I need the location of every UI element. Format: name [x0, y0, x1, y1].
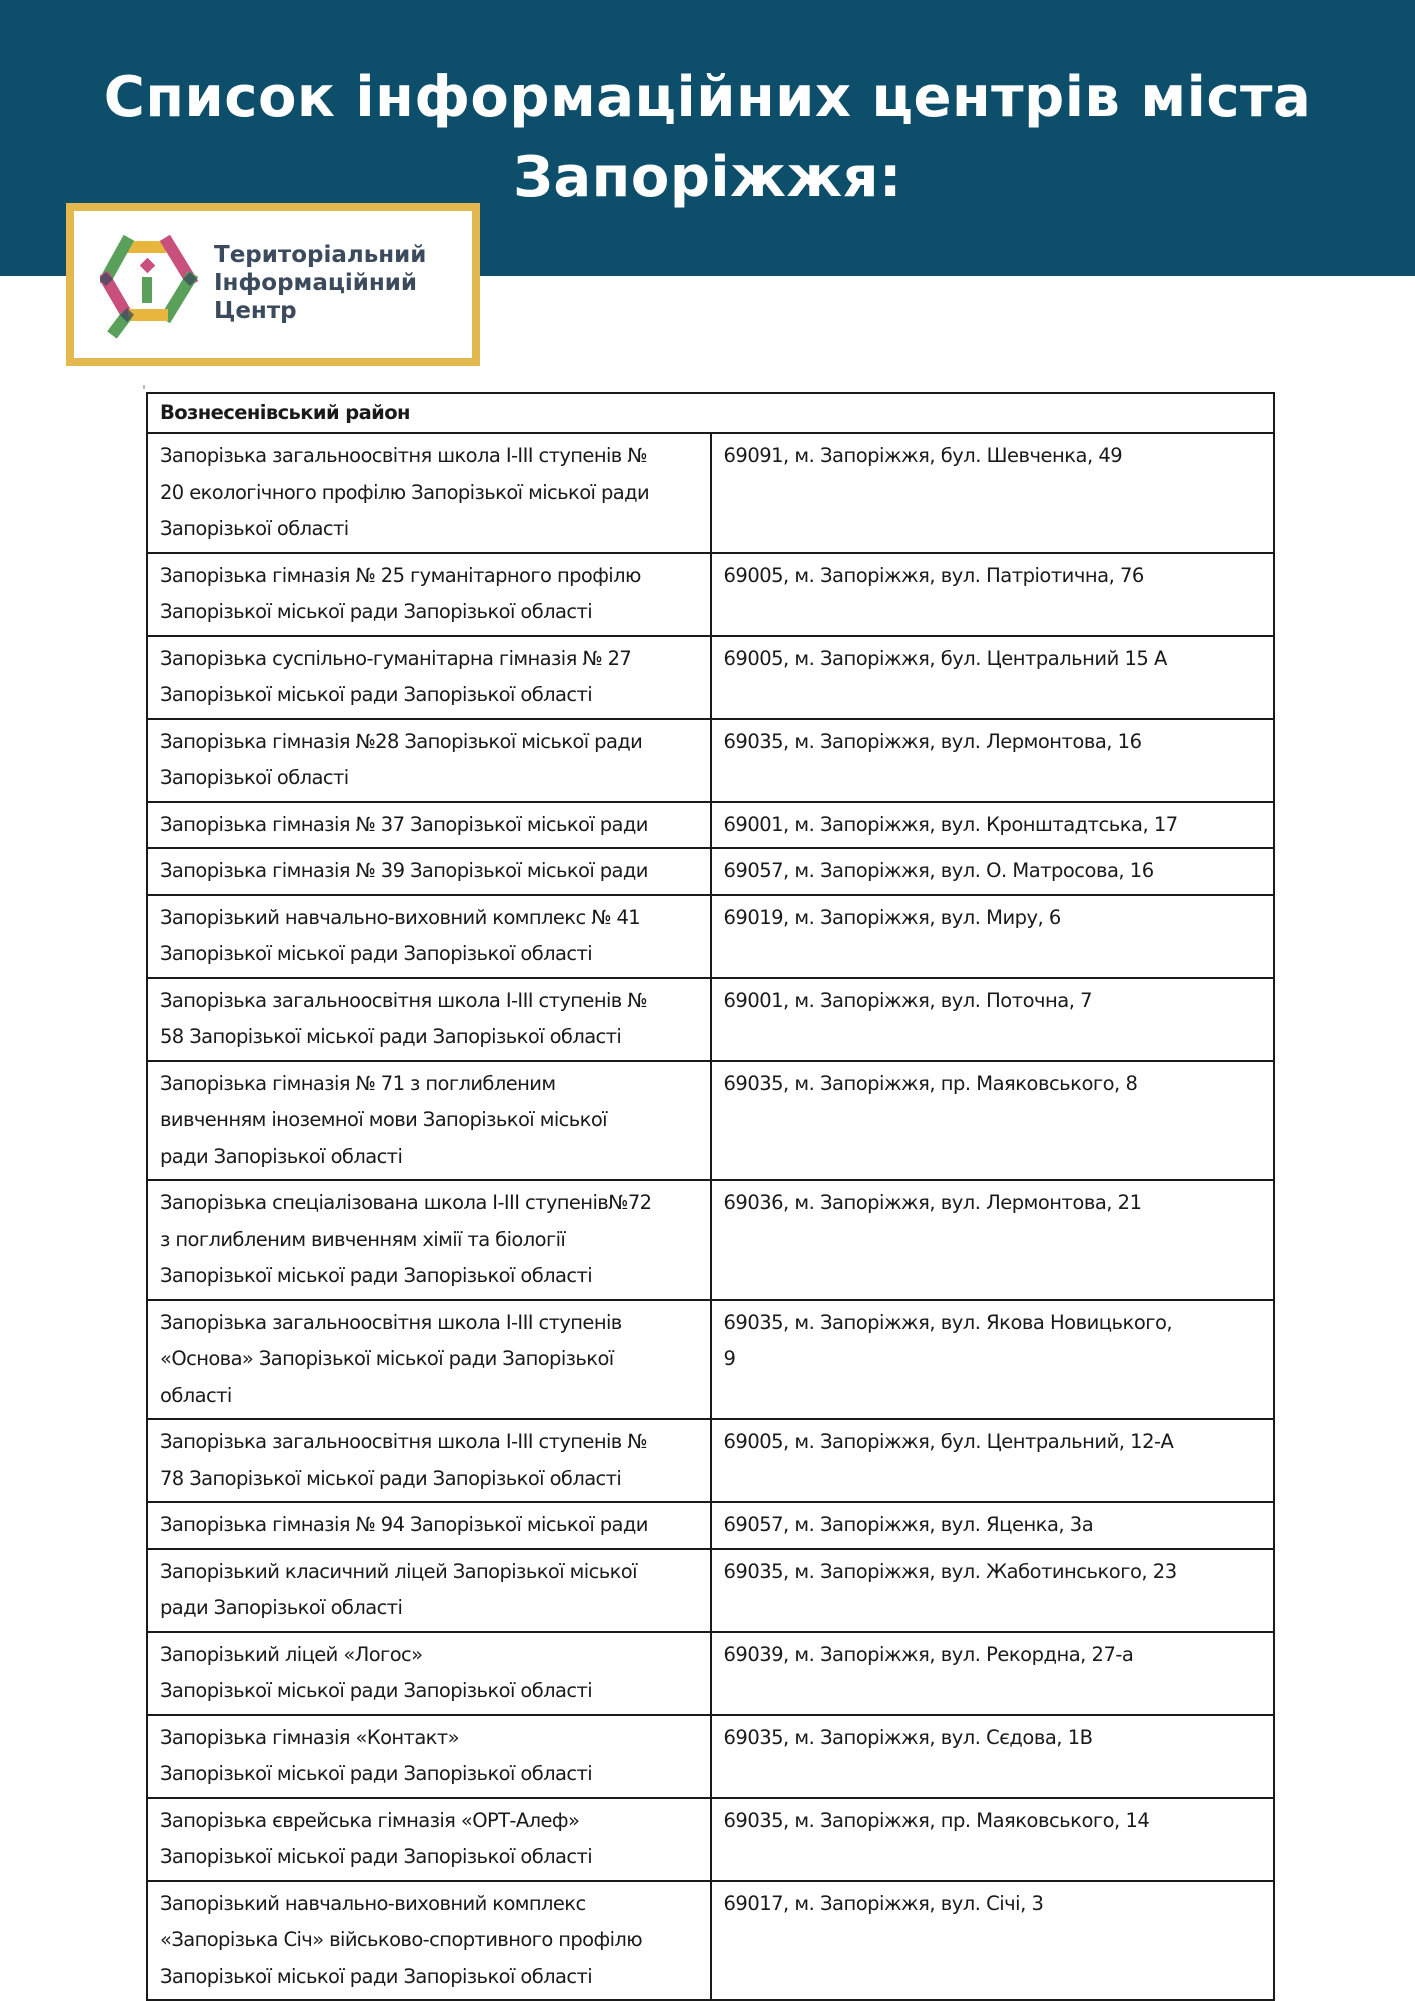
- institution-name-line: Запорізька спеціалізована школа І-ІІІ ступенів№72: [160, 1191, 652, 1214]
- address-line: 69091, м. Запоріжжя, бул. Шевченка, 49: [723, 444, 1123, 467]
- logo-bottom-left-bar: [106, 279, 127, 315]
- institution-name-line: ради Запорізької області: [160, 1144, 403, 1168]
- logo-bottom-right-bar: [168, 279, 190, 315]
- institution-name-line: Запорізький ліцей «Логос»: [160, 1642, 423, 1666]
- logo-text: [214, 241, 426, 325]
- address-line: 69057, м. Запоріжжя, вул. Яценка, 3а: [723, 1513, 1094, 1536]
- address-cell: [711, 848, 1275, 895]
- page-title: [0, 58, 1415, 218]
- address-cell: [711, 1632, 1275, 1715]
- address-cell: [711, 636, 1275, 719]
- institution-name-line: Запорізької області: [160, 517, 349, 540]
- institution-name-line: Запорізької міської ради Запорізької області: [160, 1845, 593, 1868]
- table-row: [147, 636, 1274, 719]
- institution-name-cell: [147, 1502, 711, 1549]
- district-row: [147, 393, 1274, 433]
- address-cell: [711, 895, 1275, 978]
- institution-name-cell: [147, 719, 711, 802]
- institution-name-line: Запорізької міської ради Запорізької області: [160, 1762, 593, 1785]
- institution-name-line: Запорізька загальноосвітня школа І-ІІІ ступенів №: [160, 1430, 647, 1453]
- institution-name-line: Запорізької міської ради Запорізької області: [160, 1964, 593, 1988]
- institution-name-line: Запорізька загальноосвітня школа І-ІІІ ступенів №: [160, 444, 647, 467]
- address-cell: [711, 1798, 1275, 1881]
- institution-name-line: Запорізької області: [160, 766, 349, 789]
- table-row: [147, 553, 1274, 636]
- institution-name-line: Запорізької міської ради Запорізької області: [160, 1679, 593, 1702]
- address-line: 69035, м. Запоріжжя, вул. Сєдова, 1В: [723, 1725, 1093, 1749]
- address-cell: [711, 553, 1275, 636]
- institution-name-line: Запорізький навчально-виховний комплекс № 41: [160, 905, 641, 929]
- institution-name-line: Запорізька гімназія № 37 Запорізької міської ради: [160, 812, 648, 836]
- table-row: [147, 1061, 1274, 1181]
- logo-text-line-2: Інформаційний: [214, 270, 418, 296]
- address-cell: [711, 433, 1275, 553]
- address-cell: [711, 1715, 1275, 1798]
- institution-name-line: Запорізька загальноосвітня школа І-ІІІ ступенів: [160, 1310, 622, 1334]
- address-line: 69035, м. Запоріжжя, вул. Лермонтова, 16: [723, 729, 1142, 753]
- table-row: [147, 1180, 1274, 1300]
- info-hexagon-icon: [100, 235, 200, 339]
- institution-name-cell: [147, 1549, 711, 1632]
- address-cell: [711, 1502, 1275, 1549]
- table-row: [147, 1419, 1274, 1502]
- address-cell: [711, 1881, 1275, 2001]
- address-line: 69035, м. Запоріжжя, вул. Якова Новицького,: [723, 1310, 1173, 1334]
- table-row: [147, 433, 1274, 553]
- institution-name-line: Запорізької міської ради Запорізької області: [160, 1264, 593, 1287]
- address-cell: [711, 1419, 1275, 1502]
- address-cell: [711, 719, 1275, 802]
- institution-name-line: Запорізька суспільно-гуманітарна гімназія № 27: [160, 646, 632, 670]
- institution-name-cell: [147, 1419, 711, 1502]
- institution-name-line: Запорізька єврейська гімназія «ОРТ-Алеф»: [160, 1808, 580, 1832]
- address-line: 69001, м. Запоріжжя, вул. Кронштадтська, 17: [723, 812, 1178, 836]
- address-line: 9: [723, 1347, 736, 1370]
- table-row: [147, 802, 1274, 849]
- institution-name-line: Запорізької міської ради Запорізької області: [160, 942, 593, 965]
- institution-name-line: вивченням іноземної мови Запорізької міської: [160, 1108, 607, 1131]
- corner-mark: [143, 385, 145, 389]
- institution-name-cell: [147, 1180, 711, 1300]
- institution-name-line: 20 екологічного профілю Запорізької міської ради: [160, 480, 650, 504]
- info-centers-table: [146, 392, 1275, 2001]
- page-title-line-1: Список інформаційних центрів міста: [103, 65, 1312, 130]
- address-line: 69057, м. Запоріжжя, вул. О. Матросова, 16: [723, 859, 1154, 882]
- institution-name-cell: [147, 553, 711, 636]
- table-row: [147, 719, 1274, 802]
- address-line: 69005, м. Запоріжжя, вул. Патріотична, 76: [723, 563, 1144, 587]
- table-row: [147, 1798, 1274, 1881]
- table-row: [147, 978, 1274, 1061]
- table-row: [147, 1502, 1274, 1549]
- institution-name-cell: [147, 1798, 711, 1881]
- institution-name-cell: [147, 1632, 711, 1715]
- logo-text-line-3: Центр: [214, 298, 297, 324]
- institution-name-line: Запорізької міської ради Запорізької області: [160, 683, 593, 706]
- address-line: 69035, м. Запоріжжя, вул. Жаботинського, 23: [723, 1559, 1177, 1583]
- institution-name-line: Запорізька гімназія № 25 гуманітарного профілю: [160, 563, 641, 587]
- address-line: 69039, м. Запоріжжя, вул. Рекордна, 27-а: [723, 1642, 1134, 1666]
- institution-name-line: Запорізька гімназія «Контакт»: [160, 1725, 459, 1749]
- table-row: [147, 1632, 1274, 1715]
- institution-name-line: Запорізької міської ради Запорізької області: [160, 600, 593, 623]
- institution-name-line: 58 Запорізької міської ради Запорізької області: [160, 1025, 622, 1048]
- address-cell: [711, 1180, 1275, 1300]
- address-line: 69019, м. Запоріжжя, вул. Миру, 6: [723, 905, 1061, 929]
- address-line: 69001, м. Запоріжжя, вул. Поточна, 7: [723, 988, 1093, 1012]
- institution-name-line: з поглибленим вивченням хімії та біології: [160, 1227, 566, 1251]
- institution-name-line: Запорізький класичний ліцей Запорізької міської: [160, 1559, 637, 1583]
- address-cell: [711, 1549, 1275, 1632]
- info-centers-table-wrapper: [146, 392, 1275, 2001]
- institution-name-line: Запорізька гімназія № 71 з поглибленим: [160, 1071, 556, 1095]
- institution-name-line: «Основа» Запорізької міської ради Запорізької: [160, 1347, 614, 1370]
- institution-name-line: області: [160, 1383, 232, 1407]
- address-line: 69017, м. Запоріжжя, вул. Січі, 3: [723, 1891, 1044, 1915]
- table-row: [147, 895, 1274, 978]
- institution-name-cell: [147, 978, 711, 1061]
- institution-name-cell: [147, 802, 711, 849]
- institution-name-line: Запорізька гімназія №28 Запорізької міської ради: [160, 729, 643, 753]
- page-title-line-2: Запоріжжя:: [513, 145, 902, 210]
- logo-i-stem: [142, 277, 152, 303]
- institution-name-cell: [147, 1300, 711, 1420]
- logo-text-line-1: Територіальний: [214, 242, 427, 268]
- logo: [66, 203, 480, 366]
- institution-name-line: «Запорізька Січ» військово-спортивного профілю: [160, 1928, 643, 1951]
- institution-name-line: Запорізький навчально-виховний комплекс: [160, 1891, 586, 1915]
- institution-name-cell: [147, 1061, 711, 1181]
- table-row: [147, 1715, 1274, 1798]
- logo-i-dot: [140, 258, 156, 274]
- institution-name-cell: [147, 848, 711, 895]
- institution-name-cell: [147, 895, 711, 978]
- institution-name-cell: [147, 433, 711, 553]
- district-name: Вознесенівський район: [147, 393, 1274, 433]
- institution-name-line: Запорізька загальноосвітня школа І-ІІІ ступенів №: [160, 988, 647, 1012]
- institution-name-cell: [147, 1881, 711, 2001]
- address-cell: [711, 1300, 1275, 1420]
- table-row: [147, 1549, 1274, 1632]
- institution-name-line: 78 Запорізької міської ради Запорізької області: [160, 1466, 622, 1490]
- table-row: [147, 1300, 1274, 1420]
- address-line: 69005, м. Запоріжжя, бул. Центральний, 12-А: [723, 1430, 1174, 1453]
- address-cell: [711, 978, 1275, 1061]
- address-line: 69035, м. Запоріжжя, пр. Маяковського, 8: [723, 1071, 1138, 1095]
- address-line: 69036, м. Запоріжжя, вул. Лермонтова, 21: [723, 1191, 1142, 1214]
- institution-name-line: ради Запорізької області: [160, 1596, 403, 1619]
- address-cell: [711, 1061, 1275, 1181]
- address-line: 69035, м. Запоріжжя, пр. Маяковського, 14: [723, 1808, 1150, 1832]
- institution-name-line: Запорізька гімназія № 39 Запорізької міської ради: [160, 859, 648, 882]
- address-cell: [711, 802, 1275, 849]
- institution-name-cell: [147, 636, 711, 719]
- institution-name-line: Запорізька гімназія № 94 Запорізької міської ради: [160, 1513, 648, 1536]
- address-line: 69005, м. Запоріжжя, бул. Центральний 15 А: [723, 646, 1167, 670]
- institution-name-cell: [147, 1715, 711, 1798]
- table-row: [147, 848, 1274, 895]
- table-row: [147, 1881, 1274, 2001]
